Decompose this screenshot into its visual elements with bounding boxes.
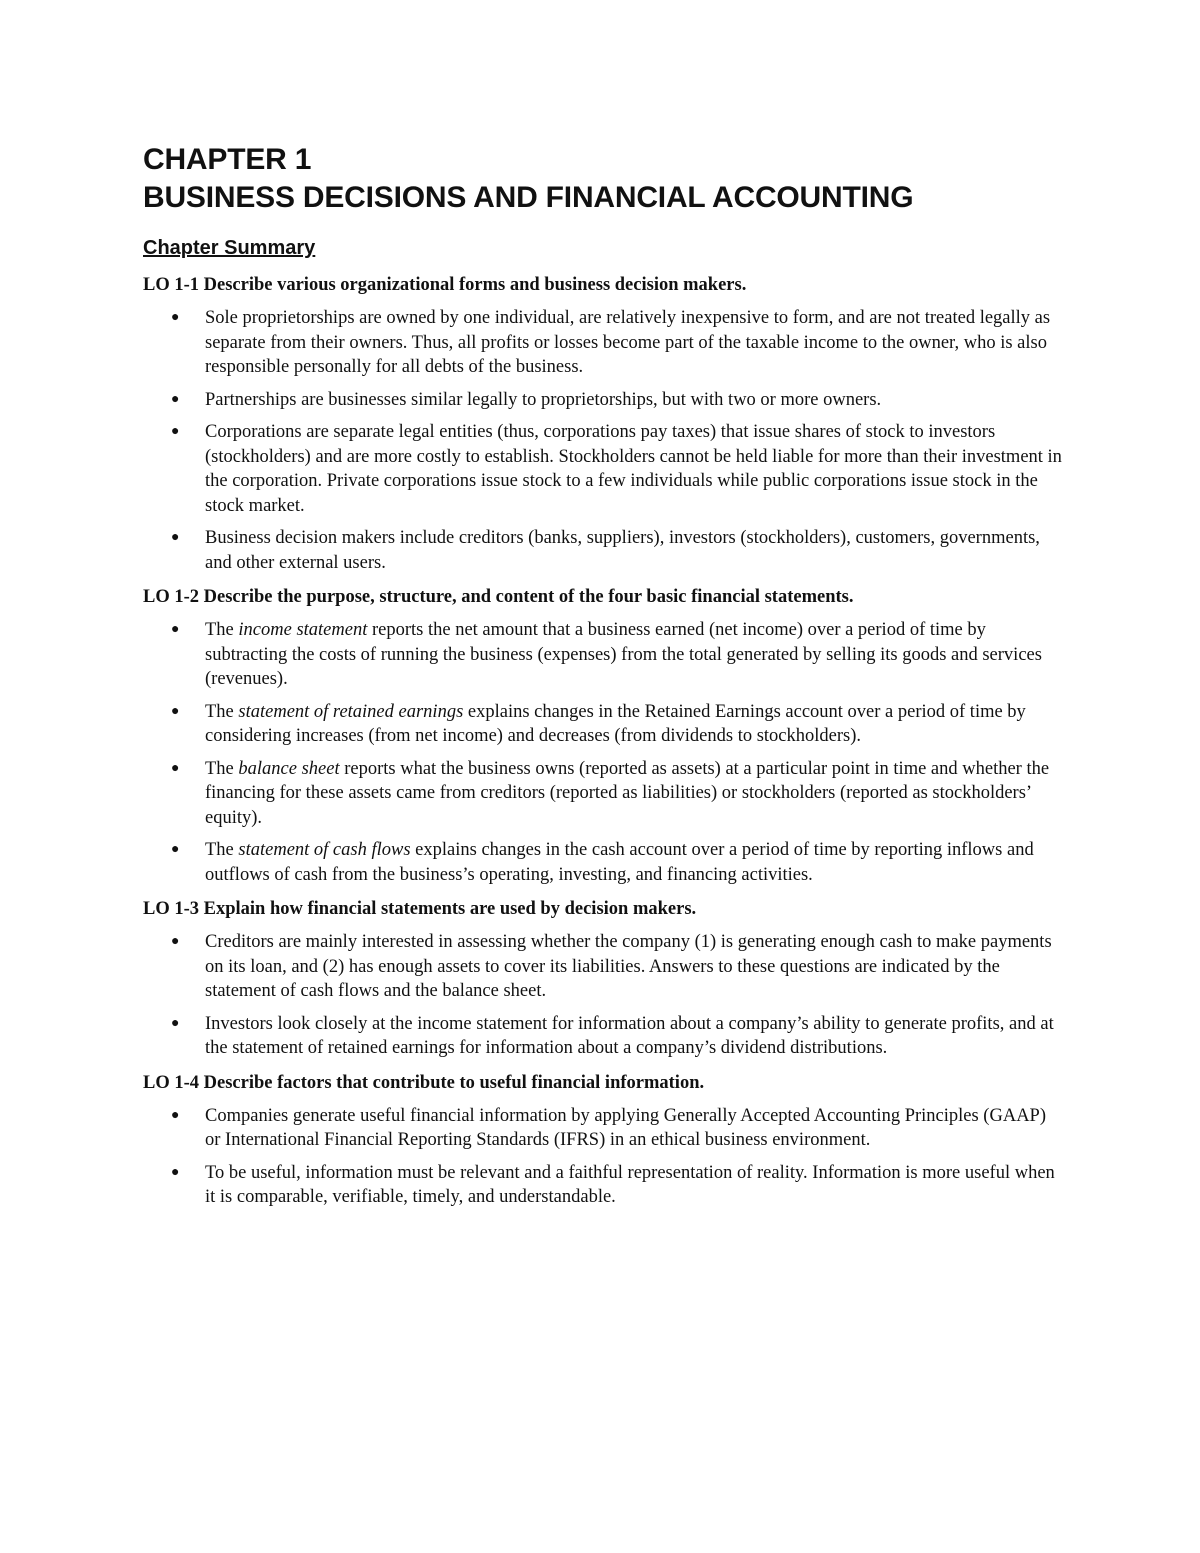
- bullet-text-continued: explains changes in the cash account over a period of time by reporting inflows and outflows of cash from the business’s operating, investing, and financing activities.: [205, 840, 1034, 885]
- bullet-text: Companies generate useful financial information by applying Generally Accepted Accounting Principles (GAAP) or International Financial Reporting Standards (IFRS) in an ethical business environment.: [205, 1105, 1047, 1150]
- bullet-text: Corporations are separate legal entities (thus, corporations pay taxes) that issue shares of stock to investors (stockholders) and are more costly to establish. Stockholders cannot be held liable for more than their investment in the corporation. Private corporations issue stock to a few individuals while public corporations issue stock in the stock market.: [205, 422, 1062, 516]
- bullet-text-continued: reports the net amount that a business earned (net income) over a period of time by subtracting the costs of running the business (expenses) from the total generated by selling its goods and services (revenues).: [205, 620, 1042, 689]
- list-item: [143, 1012, 1063, 1061]
- bullet-text: Investors look closely at the income statement for information about a company’s ability to generate profits, and at the statement of retained earnings for information about a company’s dividend distributions.: [205, 1013, 1054, 1058]
- learning-objective-heading: LO 1-2 Describe the purpose, structure, and content of the four basic financial statements.: [143, 587, 854, 607]
- list-item: [143, 838, 1063, 887]
- bullet-text: Sole proprietorships are owned by one individual, are relatively inexpensive to form, and are not treated legally as separate from their owners. Thus, all profits or losses become part of the taxable income to the owner, who is also responsible personally for all debts of the business.: [205, 308, 1051, 377]
- bullet-text: Partnerships are businesses similar legally to proprietorships, but with two or more owners.: [205, 389, 882, 410]
- document-page: [143, 141, 1063, 1220]
- list-item: [143, 757, 1063, 831]
- bullet-icon: ●: [171, 703, 180, 719]
- bullet-text: The: [205, 620, 239, 640]
- summary-sections: [143, 273, 1063, 1210]
- learning-objective-heading: LO 1-3 Explain how financial statements are used by decision makers.: [143, 899, 697, 919]
- chapter-title: [143, 141, 1063, 217]
- bullet-text: Creditors are mainly interested in assessing whether the company (1) is generating enough cash to make payments on its loan, and (2) has enough assets to cover its liabilities. Answers to these questions are indicated by the statement of cash flows and the balance sheet.: [205, 932, 1052, 1001]
- bullet-list: [143, 1104, 1063, 1210]
- list-item: [143, 700, 1063, 749]
- list-item: [143, 388, 1063, 413]
- statement-term: statement of retained earnings: [238, 701, 464, 722]
- chapter-name: BUSINESS DECISIONS AND FINANCIAL ACCOUNTING: [143, 181, 914, 214]
- bullet-icon: ●: [171, 391, 180, 407]
- chapter-summary-heading: Chapter Summary: [143, 237, 316, 259]
- bullet-icon: ●: [171, 530, 180, 545]
- list-item: [143, 930, 1063, 1004]
- bullet-text-continued: explains changes in the Retained Earnings account over a period of time by considering increases (from net income) and decreases (from dividends to stockholders).: [205, 701, 1026, 746]
- bullet-icon: ●: [171, 310, 180, 325]
- statement-term: statement of cash flows: [238, 840, 411, 860]
- bullet-text: Business decision makers include creditors (banks, suppliers), investors (stockholders), customers, governments, and other external users.: [205, 528, 1040, 573]
- list-item: [143, 1104, 1063, 1153]
- bullet-list: [143, 930, 1063, 1061]
- statement-term: income statement: [238, 620, 368, 640]
- bullet-icon: ●: [171, 760, 180, 776]
- bullet-icon: ●: [171, 842, 180, 857]
- bullet-icon: ●: [171, 622, 180, 637]
- list-item: [143, 1161, 1063, 1210]
- learning-objective-heading: LO 1-1 Describe various organizational forms and business decision makers.: [143, 275, 747, 295]
- bullet-icon: ●: [171, 1015, 180, 1031]
- bullet-icon: ●: [171, 424, 180, 439]
- chapter-number: CHAPTER 1: [143, 143, 312, 176]
- bullet-icon: ●: [171, 1164, 180, 1180]
- list-item: [143, 618, 1063, 692]
- bullet-text: The: [205, 701, 239, 722]
- bullet-icon: ●: [171, 1107, 180, 1123]
- list-item: [143, 526, 1063, 575]
- statement-term: balance sheet: [238, 758, 340, 779]
- bullet-list: [143, 618, 1063, 887]
- bullet-text-continued: reports what the business owns (reported as assets) at a particular point in time and whether the financing for these assets came from creditors (reported as liabilities) or stockholders (reported as stockholders’ equity).: [205, 758, 1050, 828]
- bullet-text: The: [205, 840, 239, 860]
- list-item: [143, 306, 1063, 380]
- bullet-text: The: [205, 758, 239, 779]
- bullet-text: To be useful, information must be relevant and a faithful representation of reality. Information is more useful when it is comparable, verifiable, timely, and understandable.: [205, 1162, 1055, 1207]
- learning-objective-heading: LO 1-4 Describe factors that contribute to useful financial information.: [143, 1072, 705, 1093]
- list-item: [143, 420, 1063, 518]
- bullet-list: [143, 306, 1063, 575]
- bullet-icon: ●: [171, 934, 180, 949]
